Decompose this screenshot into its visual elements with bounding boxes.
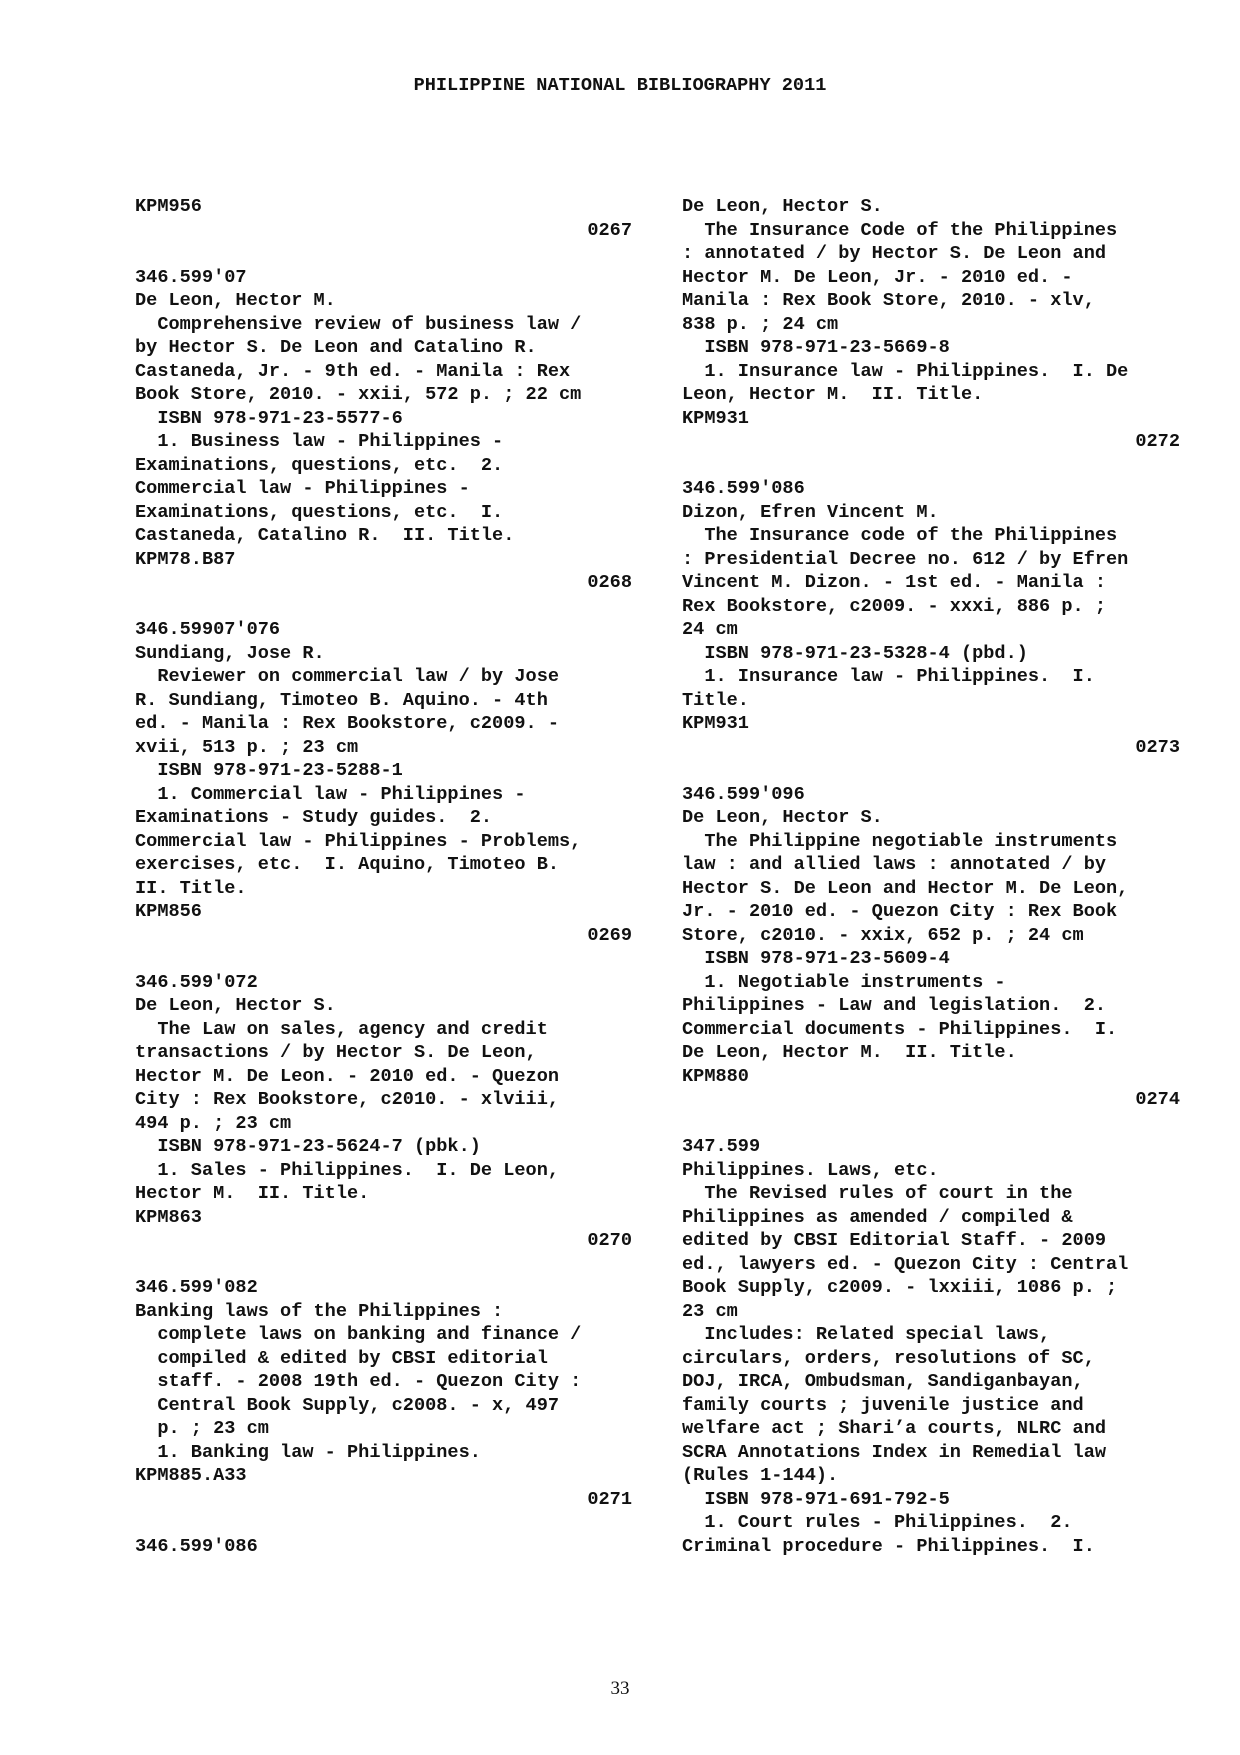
text-line: compiled & edited by CBSI editorial [135,1347,548,1369]
text-line: KPM931 [682,713,749,734]
text-line: Jr. - 2010 ed. - Quezon City : Rex Book [682,901,1118,922]
text-line: ed., lawyers ed. - Quezon City : Central [682,1253,1129,1275]
text-line: : annotated / by Hector S. De Leon and [682,243,1107,264]
text-line: 346.599'096 [682,783,805,805]
text-line: SCRA Annotations Index in Remedial law [682,1441,1107,1463]
text-line: Philippines as amended / compiled & [682,1206,1073,1228]
text-line: ISBN 978-971-23-5624-7 (pbk.) [135,1136,481,1157]
text-line: family courts ; juvenile justice and [682,1394,1084,1416]
text-line: staff. - 2008 19th ed. - Quezon City : [135,1371,582,1392]
text-line: R. Sundiang, Timoteo B. Aquino. - 4th [135,689,548,711]
text-line: Castaneda, Jr. - 9th ed. - Manila : Rex [135,360,571,382]
text-line: Comprehensive review of business law / [135,313,582,335]
text-line: ISBN 978-971-23-5288-1 [135,760,403,781]
text-line: ISBN 978-971-23-5577-6 [135,407,403,429]
text-line: KPM880 [682,1065,749,1087]
text-line: xvii, 513 p. ; 23 cm [135,736,359,758]
text-line: 1. Commercial law - Philippines - [135,783,526,805]
text-line: De Leon, Hector S. [682,807,883,828]
text-line: ISBN 978-971-23-5328-4 (pbd.) [682,642,1028,664]
text-line: Examinations, questions, etc. I. [135,501,504,523]
text-line: 346.599'082 [135,1277,258,1298]
text-line: KPM78.B87 [135,548,236,570]
text-line: 1. Negotiable instruments - [682,971,1006,993]
text-line: II. Title. [135,877,247,899]
text-line: Vincent M. Dizon. - 1st ed. - Manila : [682,572,1107,593]
text-line: 494 p. ; 23 cm [135,1112,292,1134]
text-line: KPM856 [135,901,202,922]
text-line: law : and allied laws : annotated / by [682,854,1107,875]
text-line: Includes: Related special laws, [682,1324,1051,1345]
entry-number: 0269 [587,924,632,946]
text-line: transactions / by Hector S. De Leon, [135,1042,537,1063]
text-line: exercises, etc. I. Aquino, Timoteo B. [135,854,560,875]
text-line: 346.599'086 [135,1535,258,1557]
text-line: The Philippine negotiable instruments [682,830,1118,852]
blank-line [682,759,1180,783]
text-line: KPM863 [135,1206,202,1228]
text-line: 346.59907'076 [135,619,281,640]
text-line: Castaneda, Catalino R. II. Title. [135,525,515,546]
entry-number: 0274 [1135,1089,1180,1110]
text-line: circulars, orders, resolutions of SC, [682,1347,1095,1369]
text-line: 1. Insurance law - Philippines. I. [682,666,1095,687]
text-line: welfare act ; Shari’a courts, NLRC and [682,1418,1107,1439]
text-line: Commercial law - Philippines - [135,478,470,499]
left-column [135,195,632,1558]
text-line: p. ; 23 cm [135,1418,269,1439]
text-line: Book Supply, c2009. - lxxiii, 1086 p. ; [682,1277,1118,1298]
text-line: Criminal procedure - Philippines. I. [682,1535,1095,1557]
text-line: edited by CBSI Editorial Staff. - 2009 [682,1230,1107,1251]
blank-line [135,947,632,971]
text-line: Dizon, Efren Vincent M. [682,501,939,523]
blank-line [682,1112,1180,1136]
entry-number: 0268 [587,572,632,593]
right-column [682,195,1180,1558]
entry-number: 0271 [587,1488,632,1510]
text-line: Examinations - Study guides. 2. [135,807,493,828]
text-line: ISBN 978-971-691-792-5 [682,1488,950,1510]
text-line: 23 cm [682,1300,738,1322]
text-line: KPM885.A33 [135,1465,247,1486]
text-line: KPM956 [135,196,202,217]
text-line: by Hector S. De Leon and Catalino R. [135,337,537,358]
text-line: Banking laws of the Philippines : [135,1300,504,1322]
text-line: Commercial law - Philippines - Problems, [135,830,582,852]
entry-number: 0270 [587,1230,632,1251]
text-line: De Leon, Hector S. [682,196,883,217]
text-line: (Rules 1-144). [682,1465,839,1486]
text-line: Examinations, questions, etc. 2. [135,454,504,476]
text-line: Philippines - Law and legislation. 2. [682,995,1107,1016]
text-line: : Presidential Decree no. 612 / by Efren [682,548,1129,570]
text-line: De Leon, Hector M. [135,290,336,311]
text-line: Rex Bookstore, c2009. - xxxi, 886 p. ; [682,595,1107,617]
text-line: 347.599 [682,1136,761,1157]
text-line: 346.599'072 [135,971,258,993]
entry-number: 0267 [587,219,632,241]
page-number: 33 [610,1678,630,1699]
text-line: Commercial documents - Philippines. I. [682,1018,1118,1040]
text-line: Philippines. Laws, etc. [682,1159,939,1181]
text-line: Hector M. De Leon, Jr. - 2010 ed. - [682,266,1073,288]
text-line: Store, c2010. - xxix, 652 p. ; 24 cm [682,924,1084,946]
text-line: The Law on sales, agency and credit [135,1018,548,1040]
text-line: Central Book Supply, c2008. - x, 497 [135,1394,560,1416]
text-line: Hector S. De Leon and Hector M. De Leon, [682,877,1129,899]
text-line: De Leon, Hector M. II. Title. [682,1042,1017,1063]
text-line: 1. Insurance law - Philippines. I. De [682,360,1129,382]
text-line: ISBN 978-971-23-5669-8 [682,337,950,358]
text-line: DOJ, IRCA, Ombudsman, Sandiganbayan, [682,1371,1084,1392]
text-line: De Leon, Hector S. [135,995,336,1016]
text-line: Book Store, 2010. - xxii, 572 p. ; 22 cm [135,384,582,405]
text-line: Hector M. II. Title. [135,1183,370,1204]
text-line: Title. [682,689,749,711]
text-line: The Revised rules of court in the [682,1183,1073,1204]
text-line: 1. Business law - Philippines - [135,431,504,452]
text-line: The Insurance code of the Philippines [682,525,1118,546]
text-line: KPM931 [682,407,749,429]
blank-line [135,595,632,619]
text-line: 838 p. ; 24 cm [682,313,839,335]
blank-line [135,242,632,266]
text-line: Manila : Rex Book Store, 2010. - xlv, [682,290,1095,311]
text-line: Hector M. De Leon. - 2010 ed. - Quezon [135,1065,560,1087]
page-header-title: PHILIPPINE NATIONAL BIBLIOGRAPHY 2011 [413,75,827,96]
text-line: Sundiang, Jose R. [135,642,325,664]
entry-number: 0273 [1135,736,1180,758]
blank-line [135,1511,632,1535]
text-line: 1. Banking law - Philippines. [135,1441,481,1463]
text-line: 24 cm [682,619,738,640]
text-line: Leon, Hector M. II. Title. [682,384,984,405]
blank-line [135,1253,632,1277]
text-line: ISBN 978-971-23-5609-4 [682,948,950,969]
text-line: The Insurance Code of the Philippines [682,219,1118,241]
text-line: Reviewer on commercial law / by Jose [135,666,560,687]
text-line: City : Rex Bookstore, c2010. - xlviii, [135,1089,560,1110]
text-line: complete laws on banking and finance / [135,1324,582,1345]
text-line: ed. - Manila : Rex Bookstore, c2009. - [135,713,560,734]
text-line: 346.599'086 [682,478,805,499]
text-line: 1. Sales - Philippines. I. De Leon, [135,1159,560,1181]
text-line: 346.599'07 [135,266,247,288]
text-line: 1. Court rules - Philippines. 2. [682,1512,1073,1533]
blank-line [682,454,1180,478]
entry-number: 0272 [1135,431,1180,452]
